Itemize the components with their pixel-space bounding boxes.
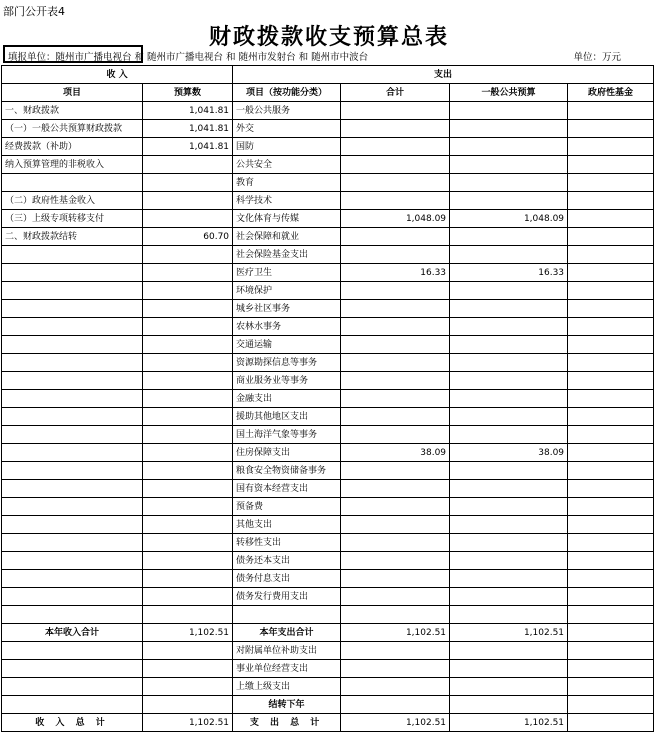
table-cell[interactable] xyxy=(2,642,143,660)
table-cell[interactable] xyxy=(341,660,450,678)
table-cell[interactable] xyxy=(143,696,233,714)
budget-table xyxy=(1,65,654,732)
table-cell[interactable] xyxy=(2,534,143,552)
table-cell[interactable] xyxy=(143,246,233,264)
expense-item-label[interactable]: 债务还本支出 xyxy=(233,552,341,570)
expense-item-fund[interactable] xyxy=(568,606,654,624)
table-row xyxy=(2,426,654,444)
table-cell[interactable] xyxy=(2,426,143,444)
expense-item-total[interactable] xyxy=(341,300,450,318)
expense-total-general[interactable]: 1,102.51 xyxy=(450,714,568,732)
expense-item-label[interactable]: 债务发行费用支出 xyxy=(233,588,341,606)
table-cell[interactable] xyxy=(143,354,233,372)
table-cell[interactable] xyxy=(2,246,143,264)
expense-item-fund[interactable] xyxy=(568,210,654,228)
expense-item-label[interactable]: 金融支出 xyxy=(233,390,341,408)
table-row xyxy=(2,444,654,462)
table-cell[interactable] xyxy=(568,624,654,642)
table-row xyxy=(2,390,654,408)
table-cell[interactable] xyxy=(568,714,654,732)
expense-item-fund[interactable] xyxy=(568,228,654,246)
expense-item-fund[interactable] xyxy=(568,480,654,498)
expense-item-fund[interactable] xyxy=(568,372,654,390)
table-cell[interactable] xyxy=(143,300,233,318)
table-row xyxy=(2,372,654,390)
expense-item-general[interactable] xyxy=(450,156,568,174)
table-row xyxy=(2,264,654,282)
expense-item-total[interactable] xyxy=(341,534,450,552)
income-item-label[interactable]: （三）上级专项转移支付 xyxy=(2,210,143,228)
table-cell[interactable] xyxy=(2,372,143,390)
income-item-label[interactable]: （二）政府性基金收入 xyxy=(2,192,143,210)
table-cell[interactable] xyxy=(568,642,654,660)
table-row xyxy=(2,516,654,534)
table-cell[interactable] xyxy=(2,606,143,624)
table-cell[interactable] xyxy=(143,444,233,462)
filing-unit: 填报单位：随州市广播电视台 和 随州市广播电视台 和 随州市发射台 和 随州市中波台 xyxy=(8,52,369,63)
budget-header[interactable]: 预算数 xyxy=(143,84,233,102)
table-cell[interactable] xyxy=(450,660,568,678)
expense-item-fund[interactable] xyxy=(568,390,654,408)
table-row xyxy=(2,552,654,570)
expense-item-total[interactable] xyxy=(341,354,450,372)
header-row-1 xyxy=(2,66,654,84)
general-budget-header[interactable]: 一般公共预算 xyxy=(450,84,568,102)
expense-item-label[interactable]: 农林水事务 xyxy=(233,318,341,336)
page-title: 财政拨款收支预算总表 xyxy=(208,24,449,50)
table-row xyxy=(2,228,654,246)
expense-item-label[interactable]: 国有资本经营支出 xyxy=(233,480,341,498)
expense-total-value[interactable]: 1,102.51 xyxy=(341,714,450,732)
expense-item-total[interactable] xyxy=(341,174,450,192)
expense-item-general[interactable] xyxy=(450,354,568,372)
income-item-label[interactable]: 一、财政拨款 xyxy=(2,102,143,120)
expense-item-fund[interactable] xyxy=(568,354,654,372)
table-cell[interactable] xyxy=(2,462,143,480)
expense-item-general[interactable] xyxy=(450,192,568,210)
table-row xyxy=(2,462,654,480)
expense-item-fund[interactable] xyxy=(568,426,654,444)
total-header[interactable]: 合计 xyxy=(341,84,450,102)
table-row xyxy=(2,246,654,264)
expense-item-general[interactable] xyxy=(450,534,568,552)
unit-line xyxy=(3,47,655,63)
table-cell[interactable] xyxy=(341,696,450,714)
table-number-label: 部门公开表4 xyxy=(3,5,65,18)
expense-item-general[interactable] xyxy=(450,174,568,192)
expense-item-label[interactable]: 一般公共服务 xyxy=(233,102,341,120)
expense-item-total[interactable] xyxy=(341,282,450,300)
expense-item-total[interactable] xyxy=(341,336,450,354)
expense-item-total[interactable] xyxy=(341,426,450,444)
carry-forward-label[interactable]: 结转下年 xyxy=(233,696,341,714)
table-cell[interactable] xyxy=(341,678,450,696)
table-cell[interactable] xyxy=(143,678,233,696)
expense-item-total[interactable] xyxy=(341,480,450,498)
table-cell[interactable] xyxy=(2,696,143,714)
table-cell[interactable] xyxy=(143,660,233,678)
table-cell[interactable] xyxy=(143,606,233,624)
table-row xyxy=(2,642,654,660)
expense-total-label[interactable]: 支 出 总 计 xyxy=(233,714,341,732)
year-income-label[interactable]: 本年收入合计 xyxy=(2,624,143,642)
year-expense-general[interactable]: 1,102.51 xyxy=(450,624,568,642)
expense-item-general[interactable] xyxy=(450,462,568,480)
expense-item-total[interactable] xyxy=(341,156,450,174)
table-cell[interactable] xyxy=(2,318,143,336)
expense-item-general[interactable] xyxy=(450,318,568,336)
income-project-header[interactable]: 项目 xyxy=(2,84,143,102)
table-cell[interactable] xyxy=(2,552,143,570)
table-cell[interactable] xyxy=(143,534,233,552)
expense-item-general[interactable] xyxy=(450,102,568,120)
table-row xyxy=(2,660,654,678)
table-cell[interactable] xyxy=(2,354,143,372)
income-item-value[interactable]: 1,041.81 xyxy=(143,102,233,120)
table-cell[interactable] xyxy=(143,264,233,282)
header-row-2 xyxy=(2,84,654,102)
table-cell[interactable] xyxy=(2,300,143,318)
table-row xyxy=(2,534,654,552)
table-row xyxy=(2,120,654,138)
expense-item-label[interactable]: 文化体育与传媒 xyxy=(233,210,341,228)
table-row xyxy=(2,138,654,156)
expense-item-general[interactable] xyxy=(450,282,568,300)
table-cell[interactable] xyxy=(143,498,233,516)
table-row xyxy=(2,678,654,696)
table-cell[interactable] xyxy=(143,390,233,408)
table-cell[interactable] xyxy=(2,660,143,678)
income-item-label[interactable] xyxy=(2,174,143,192)
table-row xyxy=(2,588,654,606)
expense-item-fund[interactable] xyxy=(568,462,654,480)
year-expense-total[interactable]: 1,102.51 xyxy=(341,624,450,642)
income-item-label[interactable]: 纳入预算管理的非税收入 xyxy=(2,156,143,174)
table-cell[interactable] xyxy=(2,570,143,588)
expense-item-general[interactable] xyxy=(450,138,568,156)
expense-item-label[interactable]: 外交 xyxy=(233,120,341,138)
expense-item-label[interactable]: 债务付息支出 xyxy=(233,570,341,588)
expense-item-fund[interactable] xyxy=(568,282,654,300)
table-cell[interactable] xyxy=(143,372,233,390)
table-cell[interactable] xyxy=(2,390,143,408)
table-row xyxy=(2,354,654,372)
table-cell[interactable] xyxy=(143,462,233,480)
expense-item-fund[interactable] xyxy=(568,102,654,120)
table-cell[interactable] xyxy=(143,480,233,498)
expense-item-general[interactable] xyxy=(450,372,568,390)
expense-item-fund[interactable] xyxy=(568,192,654,210)
year-total-row xyxy=(2,624,654,642)
income-total-label[interactable]: 收 入 总 计 xyxy=(2,714,143,732)
expense-item-fund[interactable] xyxy=(568,120,654,138)
table-cell[interactable] xyxy=(2,516,143,534)
expense-item-total[interactable] xyxy=(341,498,450,516)
table-cell[interactable] xyxy=(341,642,450,660)
expense-header[interactable]: 支出 xyxy=(233,66,654,84)
expense-item-label[interactable]: 国土海洋气象等事务 xyxy=(233,426,341,444)
expense-item-general[interactable] xyxy=(450,390,568,408)
table-cell[interactable] xyxy=(450,696,568,714)
table-row xyxy=(2,300,654,318)
expense-item-general[interactable] xyxy=(450,606,568,624)
expense-item-total[interactable] xyxy=(341,408,450,426)
expense-item-general[interactable] xyxy=(450,228,568,246)
table-row xyxy=(2,210,654,228)
expense-item-general[interactable] xyxy=(450,300,568,318)
expense-item-label[interactable]: 教育 xyxy=(233,174,341,192)
expense-item-total[interactable] xyxy=(341,192,450,210)
table-cell[interactable] xyxy=(143,336,233,354)
currency-unit: 单位：万元 xyxy=(573,52,621,63)
income-item-value[interactable]: 1,041.81 xyxy=(143,138,233,156)
expense-item-label[interactable]: 医疗卫生 xyxy=(233,264,341,282)
expense-item-total[interactable] xyxy=(341,462,450,480)
income-item-value[interactable] xyxy=(143,192,233,210)
expense-item-fund[interactable] xyxy=(568,498,654,516)
income-header[interactable]: 收 入 xyxy=(2,66,233,84)
expense-item-fund[interactable] xyxy=(568,336,654,354)
expense-item-total[interactable] xyxy=(341,120,450,138)
expense-item-fund[interactable] xyxy=(568,138,654,156)
table-row xyxy=(2,318,654,336)
expense-project-header[interactable]: 项目（按功能分类） xyxy=(233,84,341,102)
table-cell[interactable] xyxy=(143,642,233,660)
table-cell[interactable] xyxy=(568,696,654,714)
table-cell[interactable] xyxy=(450,642,568,660)
table-row xyxy=(2,336,654,354)
expense-item-fund[interactable] xyxy=(568,318,654,336)
table-cell[interactable] xyxy=(2,444,143,462)
table-row xyxy=(2,570,654,588)
expense-item-total[interactable] xyxy=(341,102,450,120)
expense-item-total[interactable] xyxy=(341,318,450,336)
expense-item-total[interactable] xyxy=(341,246,450,264)
subsidy-label[interactable]: 对附属单位补助支出 xyxy=(233,642,341,660)
table-row xyxy=(2,174,654,192)
expense-item-total[interactable] xyxy=(341,228,450,246)
table-cell[interactable] xyxy=(2,480,143,498)
income-item-value[interactable]: 60.70 xyxy=(143,228,233,246)
expense-item-fund[interactable] xyxy=(568,264,654,282)
expense-item-label[interactable] xyxy=(233,606,341,624)
table-row xyxy=(2,480,654,498)
expense-item-label[interactable]: 预备费 xyxy=(233,498,341,516)
expense-item-total[interactable]: 16.33 xyxy=(341,264,450,282)
income-item-value[interactable] xyxy=(143,156,233,174)
expense-item-label[interactable]: 公共安全 xyxy=(233,156,341,174)
table-cell[interactable] xyxy=(2,282,143,300)
expense-item-label[interactable]: 粮食安全物资储备事务 xyxy=(233,462,341,480)
expense-item-general[interactable] xyxy=(450,552,568,570)
expense-item-total[interactable] xyxy=(341,588,450,606)
expense-item-total[interactable] xyxy=(341,390,450,408)
expense-item-total[interactable] xyxy=(341,516,450,534)
table-cell[interactable] xyxy=(143,552,233,570)
expense-item-general[interactable] xyxy=(450,480,568,498)
expense-item-label[interactable]: 社会保险基金支出 xyxy=(233,246,341,264)
table-cell[interactable] xyxy=(2,408,143,426)
table-cell[interactable] xyxy=(143,282,233,300)
table-cell[interactable] xyxy=(2,588,143,606)
income-item-value[interactable] xyxy=(143,210,233,228)
expense-item-fund[interactable] xyxy=(568,246,654,264)
table-row xyxy=(2,606,654,624)
expense-item-general[interactable] xyxy=(450,516,568,534)
table-cell[interactable] xyxy=(2,498,143,516)
table-cell[interactable] xyxy=(143,516,233,534)
expense-item-total[interactable] xyxy=(341,606,450,624)
table-row xyxy=(2,102,654,120)
expense-item-label[interactable]: 环境保护 xyxy=(233,282,341,300)
expense-item-total[interactable] xyxy=(341,552,450,570)
table-cell[interactable] xyxy=(143,588,233,606)
expense-item-fund[interactable] xyxy=(568,516,654,534)
expense-item-label[interactable]: 住房保障支出 xyxy=(233,444,341,462)
remit-upper-label[interactable]: 上缴上级支出 xyxy=(233,678,341,696)
expense-item-fund[interactable] xyxy=(568,552,654,570)
expense-item-fund[interactable] xyxy=(568,570,654,588)
table-row xyxy=(2,408,654,426)
expense-item-total[interactable]: 38.09 xyxy=(341,444,450,462)
expense-item-total[interactable] xyxy=(341,372,450,390)
expense-item-label[interactable]: 科学技术 xyxy=(233,192,341,210)
expense-item-label[interactable]: 城乡社区事务 xyxy=(233,300,341,318)
expense-item-label[interactable]: 交通运输 xyxy=(233,336,341,354)
expense-item-fund[interactable] xyxy=(568,408,654,426)
expense-item-fund[interactable] xyxy=(568,300,654,318)
expense-item-general[interactable] xyxy=(450,588,568,606)
expense-item-general[interactable] xyxy=(450,120,568,138)
table-cell[interactable] xyxy=(568,660,654,678)
table-cell[interactable] xyxy=(143,570,233,588)
year-income-value[interactable]: 1,102.51 xyxy=(143,624,233,642)
expense-item-fund[interactable] xyxy=(568,444,654,462)
gov-fund-header[interactable]: 政府性基金 xyxy=(568,84,654,102)
expense-item-fund[interactable] xyxy=(568,588,654,606)
expense-item-label[interactable]: 转移性支出 xyxy=(233,534,341,552)
expense-item-general[interactable] xyxy=(450,336,568,354)
table-row xyxy=(2,282,654,300)
expense-item-fund[interactable] xyxy=(568,174,654,192)
table-cell[interactable] xyxy=(450,678,568,696)
expense-item-general[interactable] xyxy=(450,246,568,264)
expense-item-fund[interactable] xyxy=(568,156,654,174)
income-item-label[interactable]: 二、财政拨款结转 xyxy=(2,228,143,246)
income-item-label[interactable]: （一）一般公共预算财政拨款 xyxy=(2,120,143,138)
year-expense-label[interactable]: 本年支出合计 xyxy=(233,624,341,642)
expense-item-general[interactable] xyxy=(450,426,568,444)
grand-total-row xyxy=(2,714,654,732)
expense-item-fund[interactable] xyxy=(568,534,654,552)
business-expense-label[interactable]: 事业单位经营支出 xyxy=(233,660,341,678)
table-cell[interactable] xyxy=(2,336,143,354)
expense-item-general[interactable] xyxy=(450,498,568,516)
expense-item-general[interactable]: 1,048.09 xyxy=(450,210,568,228)
income-item-value[interactable] xyxy=(143,174,233,192)
expense-item-general[interactable]: 16.33 xyxy=(450,264,568,282)
table-cell[interactable] xyxy=(2,264,143,282)
income-item-value[interactable]: 1,041.81 xyxy=(143,120,233,138)
expense-item-label[interactable]: 其他支出 xyxy=(233,516,341,534)
table-cell[interactable] xyxy=(568,678,654,696)
income-total-value[interactable]: 1,102.51 xyxy=(143,714,233,732)
expense-item-label[interactable]: 援助其他地区支出 xyxy=(233,408,341,426)
expense-item-label[interactable]: 国防 xyxy=(233,138,341,156)
expense-item-label[interactable]: 商业服务业等事务 xyxy=(233,372,341,390)
table-cell[interactable] xyxy=(143,408,233,426)
income-item-label[interactable]: 经费拨款（补助） xyxy=(2,138,143,156)
expense-item-total[interactable] xyxy=(341,138,450,156)
expense-item-total[interactable]: 1,048.09 xyxy=(341,210,450,228)
table-row xyxy=(2,696,654,714)
table-cell[interactable] xyxy=(143,318,233,336)
expense-item-label[interactable]: 资源勘探信息等事务 xyxy=(233,354,341,372)
expense-item-general[interactable] xyxy=(450,408,568,426)
expense-item-label[interactable]: 社会保障和就业 xyxy=(233,228,341,246)
table-row xyxy=(2,156,654,174)
expense-item-general[interactable] xyxy=(450,570,568,588)
table-row xyxy=(2,498,654,516)
table-cell[interactable] xyxy=(2,678,143,696)
expense-item-total[interactable] xyxy=(341,570,450,588)
expense-item-general[interactable]: 38.09 xyxy=(450,444,568,462)
table-cell[interactable] xyxy=(143,426,233,444)
table-row xyxy=(2,192,654,210)
